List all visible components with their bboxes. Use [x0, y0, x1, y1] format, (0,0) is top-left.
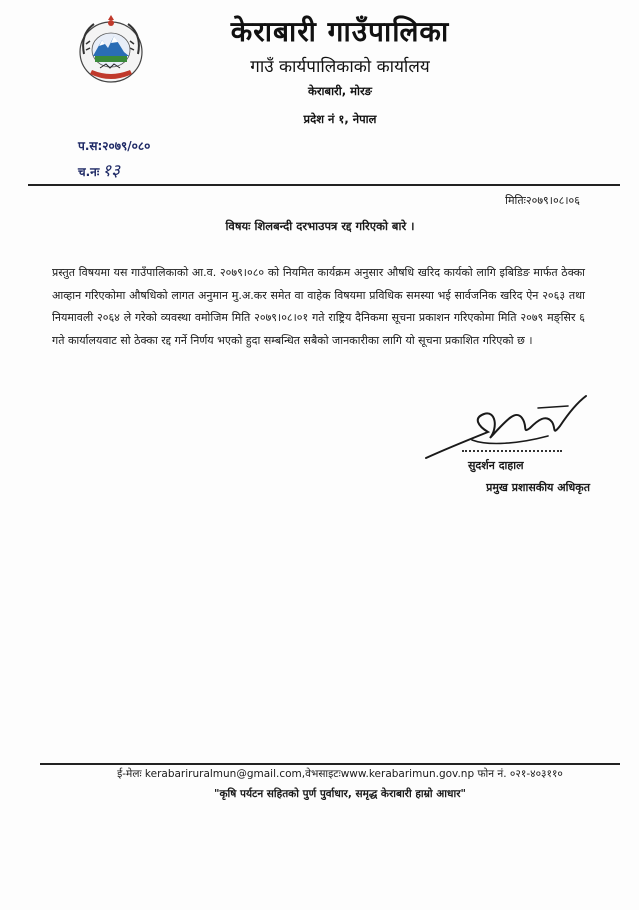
nepal-government-emblem-icon	[78, 14, 144, 84]
letter-subject: विषयः शिलबन्दी दरभाउपत्र रद्द गरिएको बारे ।	[225, 219, 415, 233]
office-name: गाउँ कार्यपालिकाको कार्यालय	[250, 57, 430, 77]
footer-contact: ई-मेलः kerabariruralmun@gmail.com,वेभसाइटःwww.kerabarimun.gov.np फोन नं. ०२१-४०३११०	[117, 768, 563, 780]
address: केराबारी, मोरङ	[308, 84, 372, 98]
reference-chn-label: च.नः	[78, 165, 100, 179]
footer-divider	[40, 763, 620, 765]
letter-date: मितिः२०७९।०८।०६	[505, 194, 580, 207]
reference-chn	[78, 158, 120, 181]
org-name: केराबारी गाउँपालिका	[230, 15, 450, 48]
reference-chn-value: १३	[102, 161, 120, 181]
signatory-name: सुदर्शन दाहाल	[468, 459, 524, 472]
signatory-title: प्रमुख प्रशासकीय अधिकृत	[486, 481, 590, 494]
province: प्रदेश नं १, नेपाल	[303, 112, 377, 126]
footer-slogan: "कृषि पर्यटन सहितको पुर्ण पुर्वाधार, समृद्ध केराबारी हाम्रो आधार"	[214, 788, 466, 800]
letter-body: प्रस्तुत विषयमा यस गाउँपालिकाको आ.व. २०७९।०८० को नियमित कार्यक्रम अनुसार औषधि खरिद कार्यको लागि इबिडिङ मार्फत ठेक्का आव्हान गरिएकोमा औषधिको लागत अनुमान मु.अ.कर समेत वा वाहेक विषयमा प्रविधिक समस्या भई सार्वजनिक खरिद ऐन २०६३ तथा नियमावली २०६४ ले गरेको व्यवस्था वमोजिम मिति २०७९।०८।०१ गते राष्ट्रिय दैनिकमा सूचना प्रकाशन गरिएकोमा मिति २०७९ मङ्सिर ६ गते कार्यालयवाट सो ठेक्का रद्द गर्ने निर्णय भएको हुदा सम्बन्धित सबैको जानकारीका लागि यो सूचना प्रकाशित गरिएको छ ।	[52, 266, 585, 347]
header-divider	[28, 184, 620, 186]
reference-ps: प.स:२०७९/०८०	[78, 139, 151, 153]
signature-line	[462, 450, 562, 452]
